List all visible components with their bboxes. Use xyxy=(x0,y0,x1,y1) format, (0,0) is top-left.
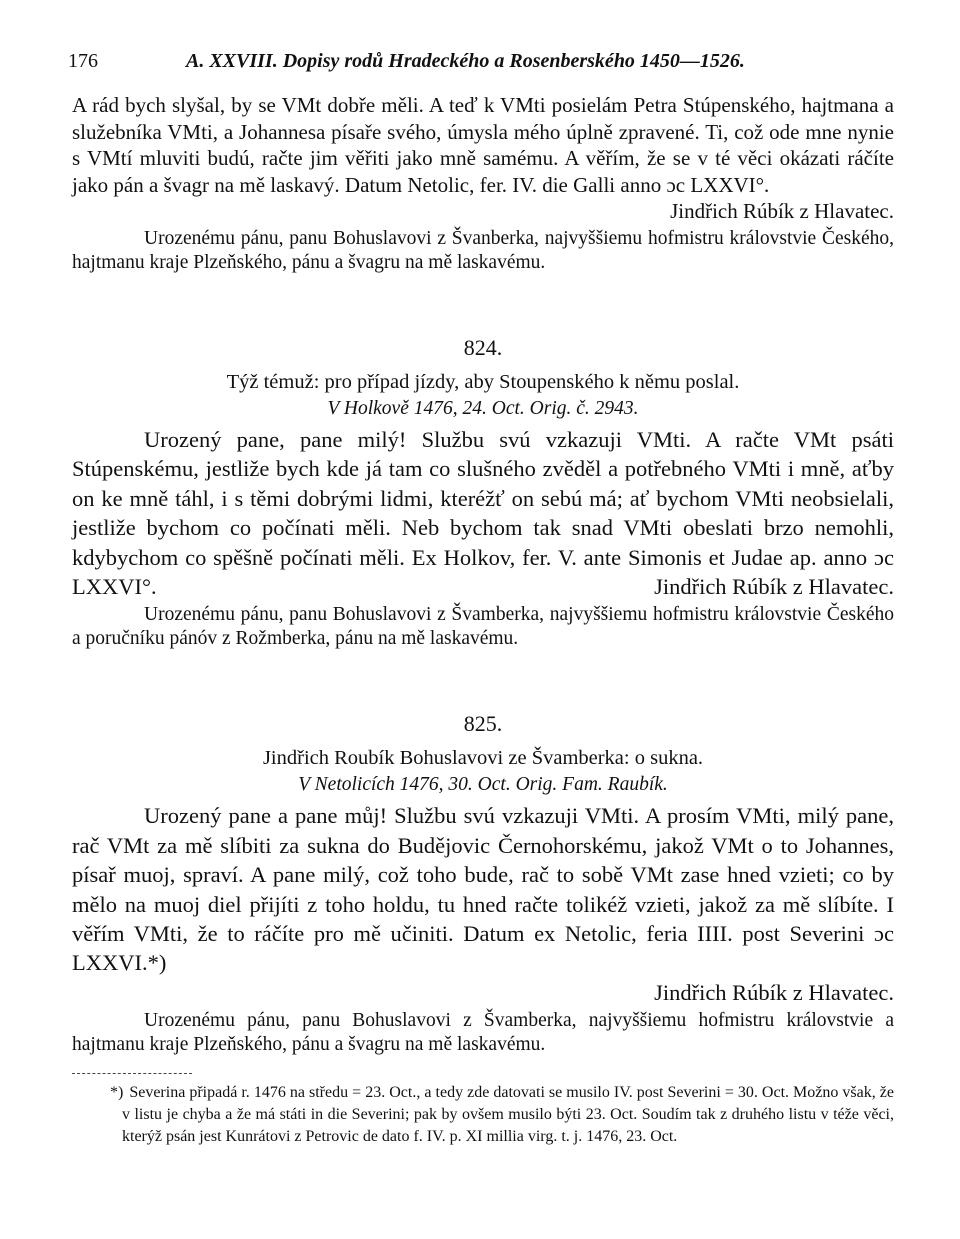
signature: Jindřich Rúbík z Hlavatec. xyxy=(654,574,894,599)
letter-address: Urozenému pánu, panu Bohuslavovi z Švanberka, najvyššiemu hofmistru královstvie Českého, hajtmanu kraje Plzeňského, pánu a švagru na mě laskavému. xyxy=(72,227,894,273)
letter-text xyxy=(72,92,894,225)
letter-825 xyxy=(72,711,894,1057)
letter-text xyxy=(72,425,894,601)
letter-source: V Netolicích 1476, 30. Oct. Orig. Fam. Raubík. xyxy=(298,774,668,796)
page-number: 176 xyxy=(68,50,98,72)
letter-summary: Týž témuž: pro případ jízdy, aby Stoupenského k němu poslal. xyxy=(226,370,740,393)
letter-number: 825. xyxy=(463,711,503,737)
letter-823-continuation xyxy=(72,92,894,275)
footnote-marker: *) xyxy=(110,1084,124,1102)
letter-address: Urozenému pánu, panu Bohuslavovi z Švamberka, najvyššiemu hofmistru královstvie Českého a poručníku pánóv z Rožmberka, pánu na mě laskavému. xyxy=(72,604,894,650)
signature: Jindřich Rúbík z Hlavatec. xyxy=(654,979,894,1005)
letter-body: A rád bych slyšal, by se VMt dobře měli. A teď k VMti posielám Petra Stúpenského, hajtmana a služebníka VMti, a Johannesa písaře svého, úmysla mého úplně zpravené. Ti, což ode mne nynie s VMtí mluviti budú, račte jim věřiti jako mně samému. A věřím, že se v té věci okázati ráčíte jako pán a švagr na mě laskavý. Datum Netolic, fer. IV. die Galli anno ɔc LXXVI°. xyxy=(72,93,894,197)
footnote-text: Severina připadá r. 1476 na středu = 23. Oct., a tedy zde datovati se musilo IV. post Severini = 30. Oct. Možno však, že v listu je chyba a že má státi in die Severini; pak by ovšem musilo býti 23. Oct. Soudím tak z druhého listu v téže věci, kterýž psán jest Kunrátovi z Petrovic de dato f. IV. p. XI millia virg. t. j. 1476, 23. Oct. xyxy=(122,1084,894,1146)
letter-address: Urozenému pánu, panu Bohuslavovi z Švamberka, najvyššiemu hofmistru královstvie a hajtmanu kraje Plzeňského, pánu a švagru na mě laskavému. xyxy=(72,1010,894,1056)
letter-summary: Jindřich Roubík Bohuslavovi ze Švamberka: o sukna. xyxy=(262,747,704,770)
letter-text: Urozený pane a pane můj! Službu svú vzkazuji VMti. A prosím VMti, milý pane, rač VMt za mě slíbiti za sukna do Budějovic Černohorskému, jakož VMt o to Johannes, písař muoj, spraví. A pane milý, což toho bude, rač to sobě VMt zase hned vzieti; co by mělo na muoj diel přijíti z toho holdu, tu hned račte tolikéž vzieti, jakož za mě slíbíte. I věřím VMti, že to ráčíte pro mě učiniti. Datum ex Netolic, feria IIII. post Severini ɔc LXXVI.*) xyxy=(72,803,894,976)
footnote xyxy=(72,1082,894,1148)
letter-source: V Holkově 1476, 24. Oct. Orig. č. 2943. xyxy=(327,397,639,419)
running-title: A. XXVIII. Dopisy rodů Hradeckého a Rosenberského 1450—1526. xyxy=(186,50,745,72)
page-body xyxy=(72,92,894,1148)
signature: Jindřich Rúbík z Hlavatec. xyxy=(670,199,894,224)
footnote-rule xyxy=(72,1073,192,1074)
letter-number: 824. xyxy=(463,334,503,360)
letter-824 xyxy=(72,335,894,651)
page-header xyxy=(68,50,898,80)
letter-body: Urozený pane, pane milý! Službu svú vzkazuji VMti. A račte VMt psáti Stúpenskému, jestliže bych kde já tam co slušného zvěděl a potřebného VMti i mně, aťby on ke mně táhl, i s těmi dobrými lidmi, kteréžť on sebú má; ať bychom VMti neobsielali, jestliže bychom co počínati měli. Neb bychom tak snad VMti obeslati brzo nemohli, kdybychom co spěšně počínati měli. Ex Holkov, fer. V. ante Simonis et Judae ap. anno ɔc LXXVI°. xyxy=(72,426,894,599)
